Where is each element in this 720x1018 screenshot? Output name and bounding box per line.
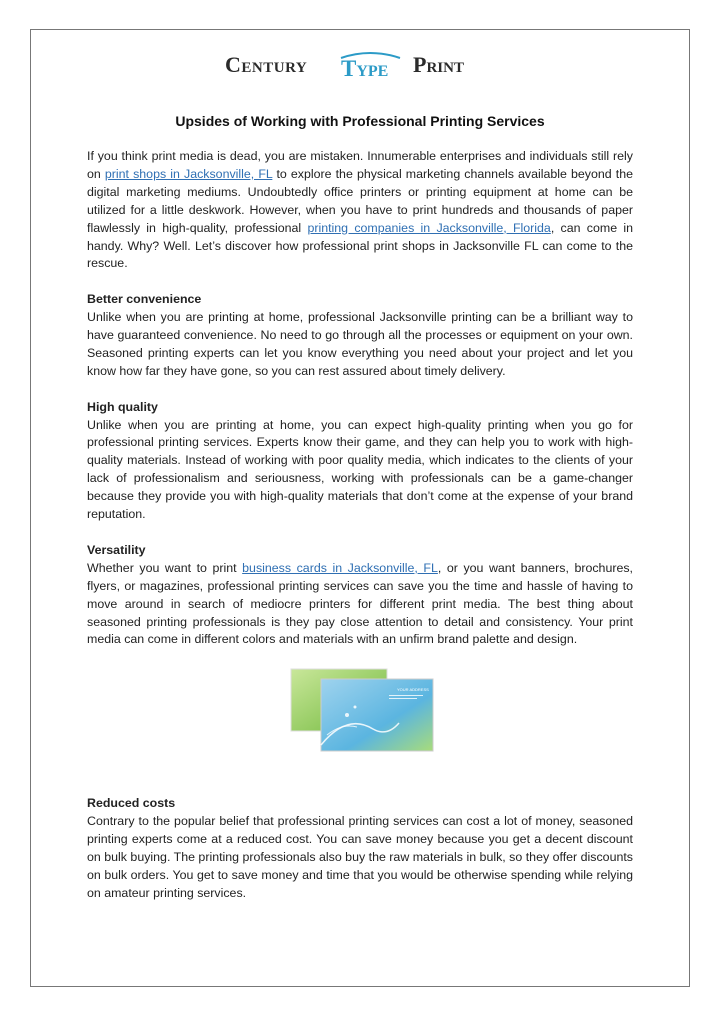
business-cards-image <box>87 663 633 777</box>
logo-word-3: Print <box>413 52 464 77</box>
link-printing-companies[interactable]: printing companies in Jacksonville, Florida <box>307 220 551 235</box>
logo-word-2: Type <box>341 56 389 81</box>
paragraph-costs: Contrary to the popular belief that professional printing services can cost a lot of money, seasoned printing experts come at a reduced cost. You can save money because you get a decent discount on bulk buying. The printing professionals also buy the raw materials in bulk, so they offer discounts on bulk orders. You get to save money and time that you would be otherwise spending while relying on amateur printing services. <box>87 814 633 900</box>
heading-better-convenience: Better convenience <box>87 292 202 307</box>
logo-word-1: Century <box>225 52 308 77</box>
card-text: YOUR ADDRESS <box>397 687 429 693</box>
paragraph-convenience: Unlike when you are printing at home, professional Jacksonville printing can be a brilliant way to have guaranteed convenience. No need to go through all the processes or equipment on your own. Seasoned printing experts can let you know everything you need about your project and let you know how far they have gone, so you can rest assured about timely delivery. <box>87 310 633 378</box>
heading-versatility: Versatility <box>87 542 146 557</box>
link-print-shops[interactable]: print shops in Jacksonville, FL <box>104 166 273 181</box>
paragraph-versatility: Whether you want to print business cards in Jacksonville, FL, or you want banners, brochures, flyers, or magazines, professional printing services can save you the time and hassle of having to move around in search of mediocre printers for different print media. The best thing about seasoned printing professionals is they pay close attention to detail and consistency. Your print media can come in different colors and materials with an unfirm brand palette and design. <box>87 560 633 647</box>
heading-reduced-costs: Reduced costs <box>87 796 176 811</box>
intro-paragraph: If you think print media is dead, you are mistaken. Innumerable enterprises and individuals still rely on print shops in Jacksonville, FL to explore the physical marketing channels available beyond the digital marketing mediums. Undoubtedly office printers or printing equipment at home can be utilized for a little deskwork. However, when you have to print hundreds and thousands of paper flawlessly in high-quality, professional printing companies in Jacksonville, Florida, can come in handy. Why? Well. Let’s discover how professional print shops in Jacksonville FL can come to the rescue. <box>87 149 633 271</box>
page-title: Upsides of Working with Professional Printing Services <box>175 113 545 129</box>
heading-high-quality: High quality <box>87 399 158 414</box>
link-business-cards[interactable]: business cards in Jacksonville, FL <box>242 560 438 575</box>
paragraph-quality: Unlike when you are printing at home, you can expect high-quality printing when you go for professional printing services. Experts know their game, and they can help you to work with high-quality materials. Instead of working with poor quality media, which indicates to the clients of your lack of professionalism and seriousness, working with professionals can be a game-changer because they provide you with high-quality materials that don’t come at the expense of your brand reputation. <box>87 417 633 522</box>
article-body <box>87 148 633 903</box>
century-type-print-logo <box>0 48 720 82</box>
